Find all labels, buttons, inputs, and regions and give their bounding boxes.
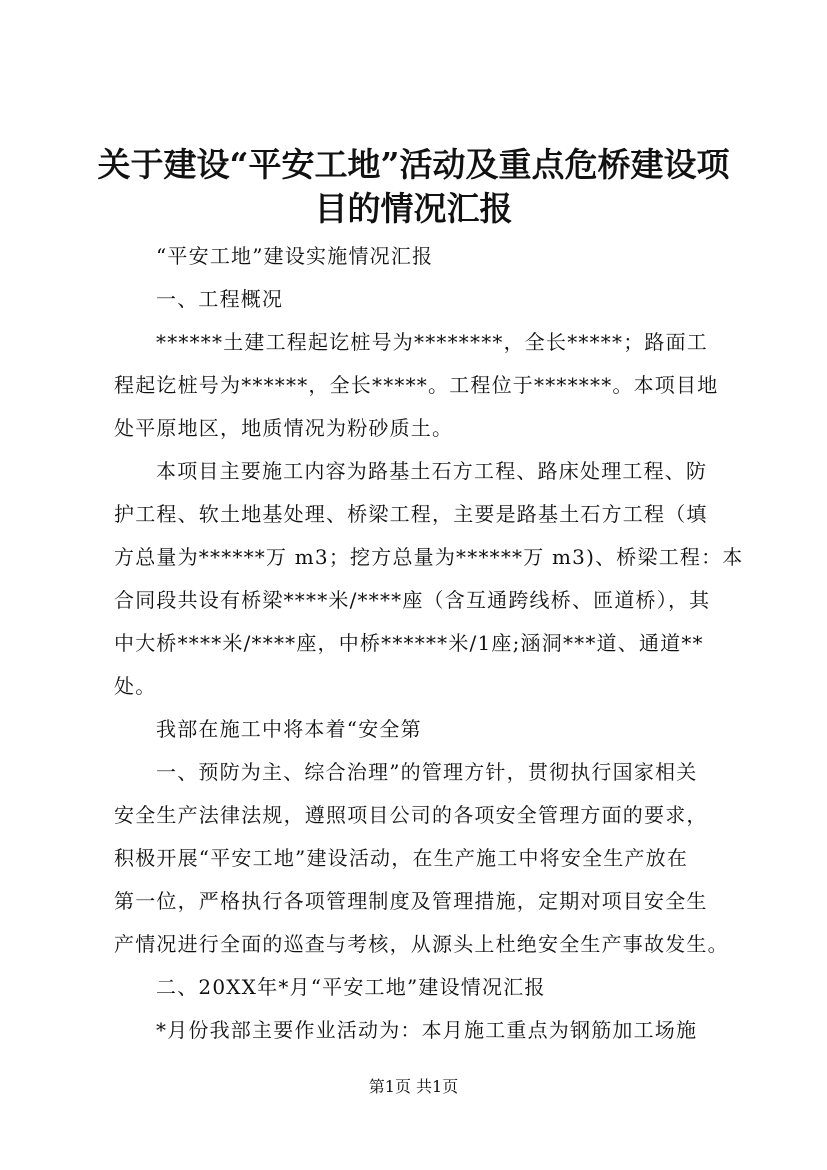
- body-line: 程起讫桩号为******，全长*****。工程位于*******。本项目地: [114, 373, 719, 397]
- body-line: 处平原地区，地质情况为粉砂质土。: [114, 416, 454, 440]
- body-line: 中大桥****米/****座，中桥******米/1座;涵洞***道、通道**: [114, 631, 704, 655]
- body-line: 处。: [114, 674, 157, 698]
- body-line: 第一位，严格执行各项管理制度及管理措施，定期对项目安全生: [114, 889, 708, 913]
- body-line: 安全生产法律法规，遵照项目公司的各项安全管理方面的要求，: [114, 803, 708, 827]
- body-line: 本项目主要施工内容为路基土石方工程、路床处理工程、防: [156, 459, 708, 483]
- body-line: 一、预防为主、综合治理”的管理方针，贯彻执行国家相关: [156, 760, 698, 784]
- body-line: 合同段共设有桥梁****米/****座（含互通跨线桥、匝道桥），其: [114, 588, 711, 612]
- body-line: ******土建工程起讫桩号为********，全长*****；路面工: [156, 330, 708, 354]
- body-line: *月份我部主要作业活动为：本月施工重点为钢筋加工场施: [156, 1018, 698, 1042]
- page-footer: 第1页 共1页: [368, 1077, 459, 1096]
- body-line: 产情况进行全面的巡查与考核，从源头上杜绝安全生产事故发生。: [114, 932, 729, 956]
- body-line: 积极开展“平安工地”建设活动，在生产施工中将安全生产放在: [114, 846, 689, 870]
- document-title-line-1: 关于建设“平安工地”活动及重点危桥建设项: [97, 145, 730, 184]
- document-title-line-2: 目的情况汇报: [314, 189, 513, 228]
- section-heading-overview: 一、工程概况: [156, 287, 284, 311]
- subtitle-line: “平安工地”建设实施情况汇报: [156, 244, 434, 268]
- section-heading-monthly: 二、20XX年*月“平安工地”建设情况汇报: [156, 975, 546, 999]
- body-line: 护工程、软土地基处理、桥梁工程，主要是路基土石方工程（填: [114, 502, 708, 526]
- body-line: 我部在施工中将本着“安全第: [156, 717, 422, 741]
- body-line: 方总量为******万 m3；挖方总量为******万 m3)、桥梁工程：本: [114, 545, 744, 569]
